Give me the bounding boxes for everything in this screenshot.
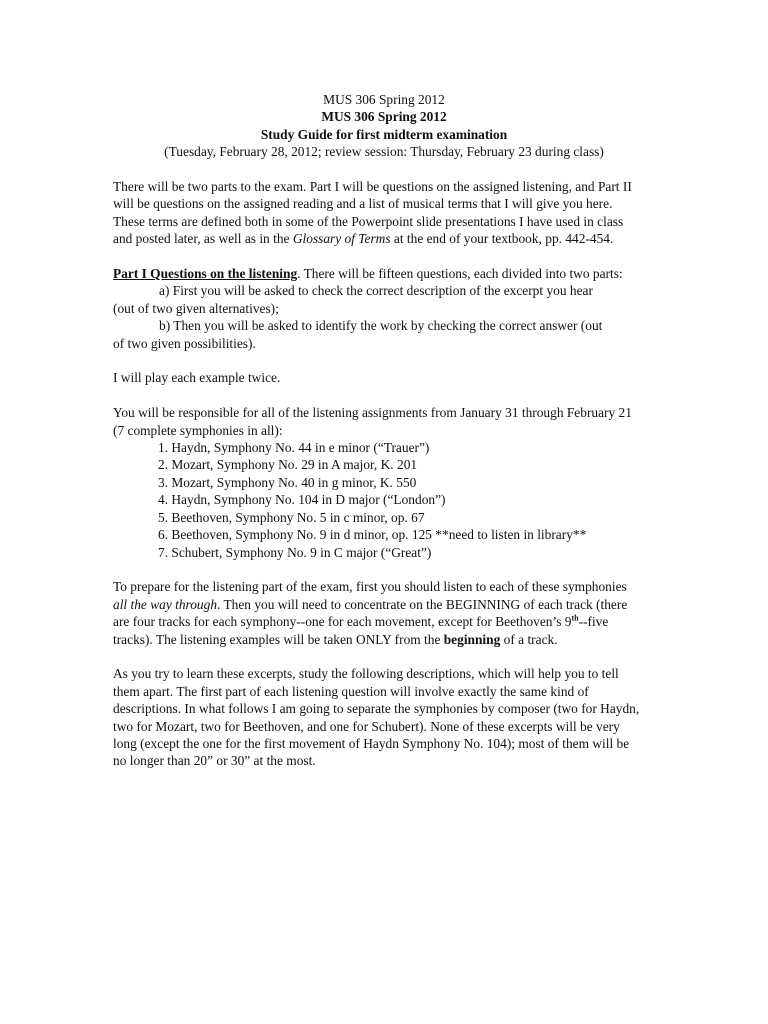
part1-item-b [113,317,643,352]
excerpts-paragraph: As you try to learn these excerpts, study the following descriptions, which will help you to tell them apart. The first part of each listening question will involve exactly the same kind of descriptions. In what follows I am going to separate the symphonies by composer (two for Haydn, two for Mozart, two for Beethoven, and one for Schubert). None of these excerpts will be very long (except the one for the first movement of Haydn Symphony No. 104); most of them will be no longer than 20” or 30” at the most. [113,666,640,769]
list-item: 1. Haydn, Symphony No. 44 in e minor (“Trauer”) [158,440,430,456]
prepare-text-3: --five tracks). The listening examples will be taken ONLY from the [113,614,609,647]
list-item: 6. Beethoven, Symphony No. 9 in d minor, op. 125 **need to listen in library** [158,527,587,543]
prepare-text-2: . Then you will need to concentrate on the BEGINNING of each track (there are four tracks for each symphony--one for each movement, except for Beethoven’s 9 [113,596,628,630]
part1-item-b-rest: of two given possibilities). [113,335,256,351]
responsible-paragraph: You will be responsible for all of the listening assignments from January 31 through February 21 (7 complete symphonies in all): [113,405,632,438]
intro-paragraph [113,178,643,248]
part1-heading: Part I Questions on the listening [113,266,298,282]
part1-intro: . There will be fifteen questions, each divided into two parts: [297,266,623,282]
prepare-text-4: of a track. [500,631,558,647]
ninth-superscript: th [571,613,579,623]
course-title: MUS 306 Spring 2012 [321,109,447,125]
symphony-list [113,439,643,561]
prepare-text-1: To prepare for the listening part of the exam, first you should listen to each of these symphonies [113,579,627,595]
part1-item-a-rest: (out of two given alternatives); [113,300,279,316]
list-item: 3. Mozart, Symphony No. 40 in g minor, K. 550 [158,474,417,490]
list-item: 4. Haydn, Symphony No. 104 in D major (“London”) [158,492,446,508]
prepare-paragraph [113,578,643,648]
prepare-emphasis: all the way through [113,596,218,612]
glossary-title: Glossary of Terms [292,231,391,247]
intro-text: There will be two parts to the exam. Part I will be questions on the assigned listening, and Part II will be questions on the assigned reading and a list of musical terms that I will give you here. These terms are defined both in some of the Powerpoint slide presentations I have used in class and posted later, as well as in the [113,179,632,247]
play-twice-paragraph: I will play each example twice. [113,370,281,386]
part1-item-b-lead: b) Then you will be asked to identify the work by checking the correct answer (out [159,318,603,334]
list-item: 7. Schubert, Symphony No. 9 in C major (“Great”) [158,544,432,560]
part1-item-a [113,282,643,317]
beginning-bold: beginning [443,631,501,647]
part1-paragraph [113,265,643,282]
intro-text-end: at the end of your textbook, pp. 442-454. [390,231,614,247]
part1-item-a-lead: a) First you will be asked to check the correct description of the excerpt you hear [159,283,593,299]
list-item: 5. Beethoven, Symphony No. 5 in c minor, op. 67 [158,509,425,525]
course-line: MUS 306 Spring 2012 [323,92,445,107]
document-header [125,91,643,161]
exam-date-line: (Tuesday, February 28, 2012; review session: Thursday, February 23 during class) [164,144,604,160]
document-page [113,91,643,770]
list-item: 2. Mozart, Symphony No. 29 in A major, K. 201 [158,457,418,473]
study-guide-title: Study Guide for first midterm examination [260,126,508,142]
